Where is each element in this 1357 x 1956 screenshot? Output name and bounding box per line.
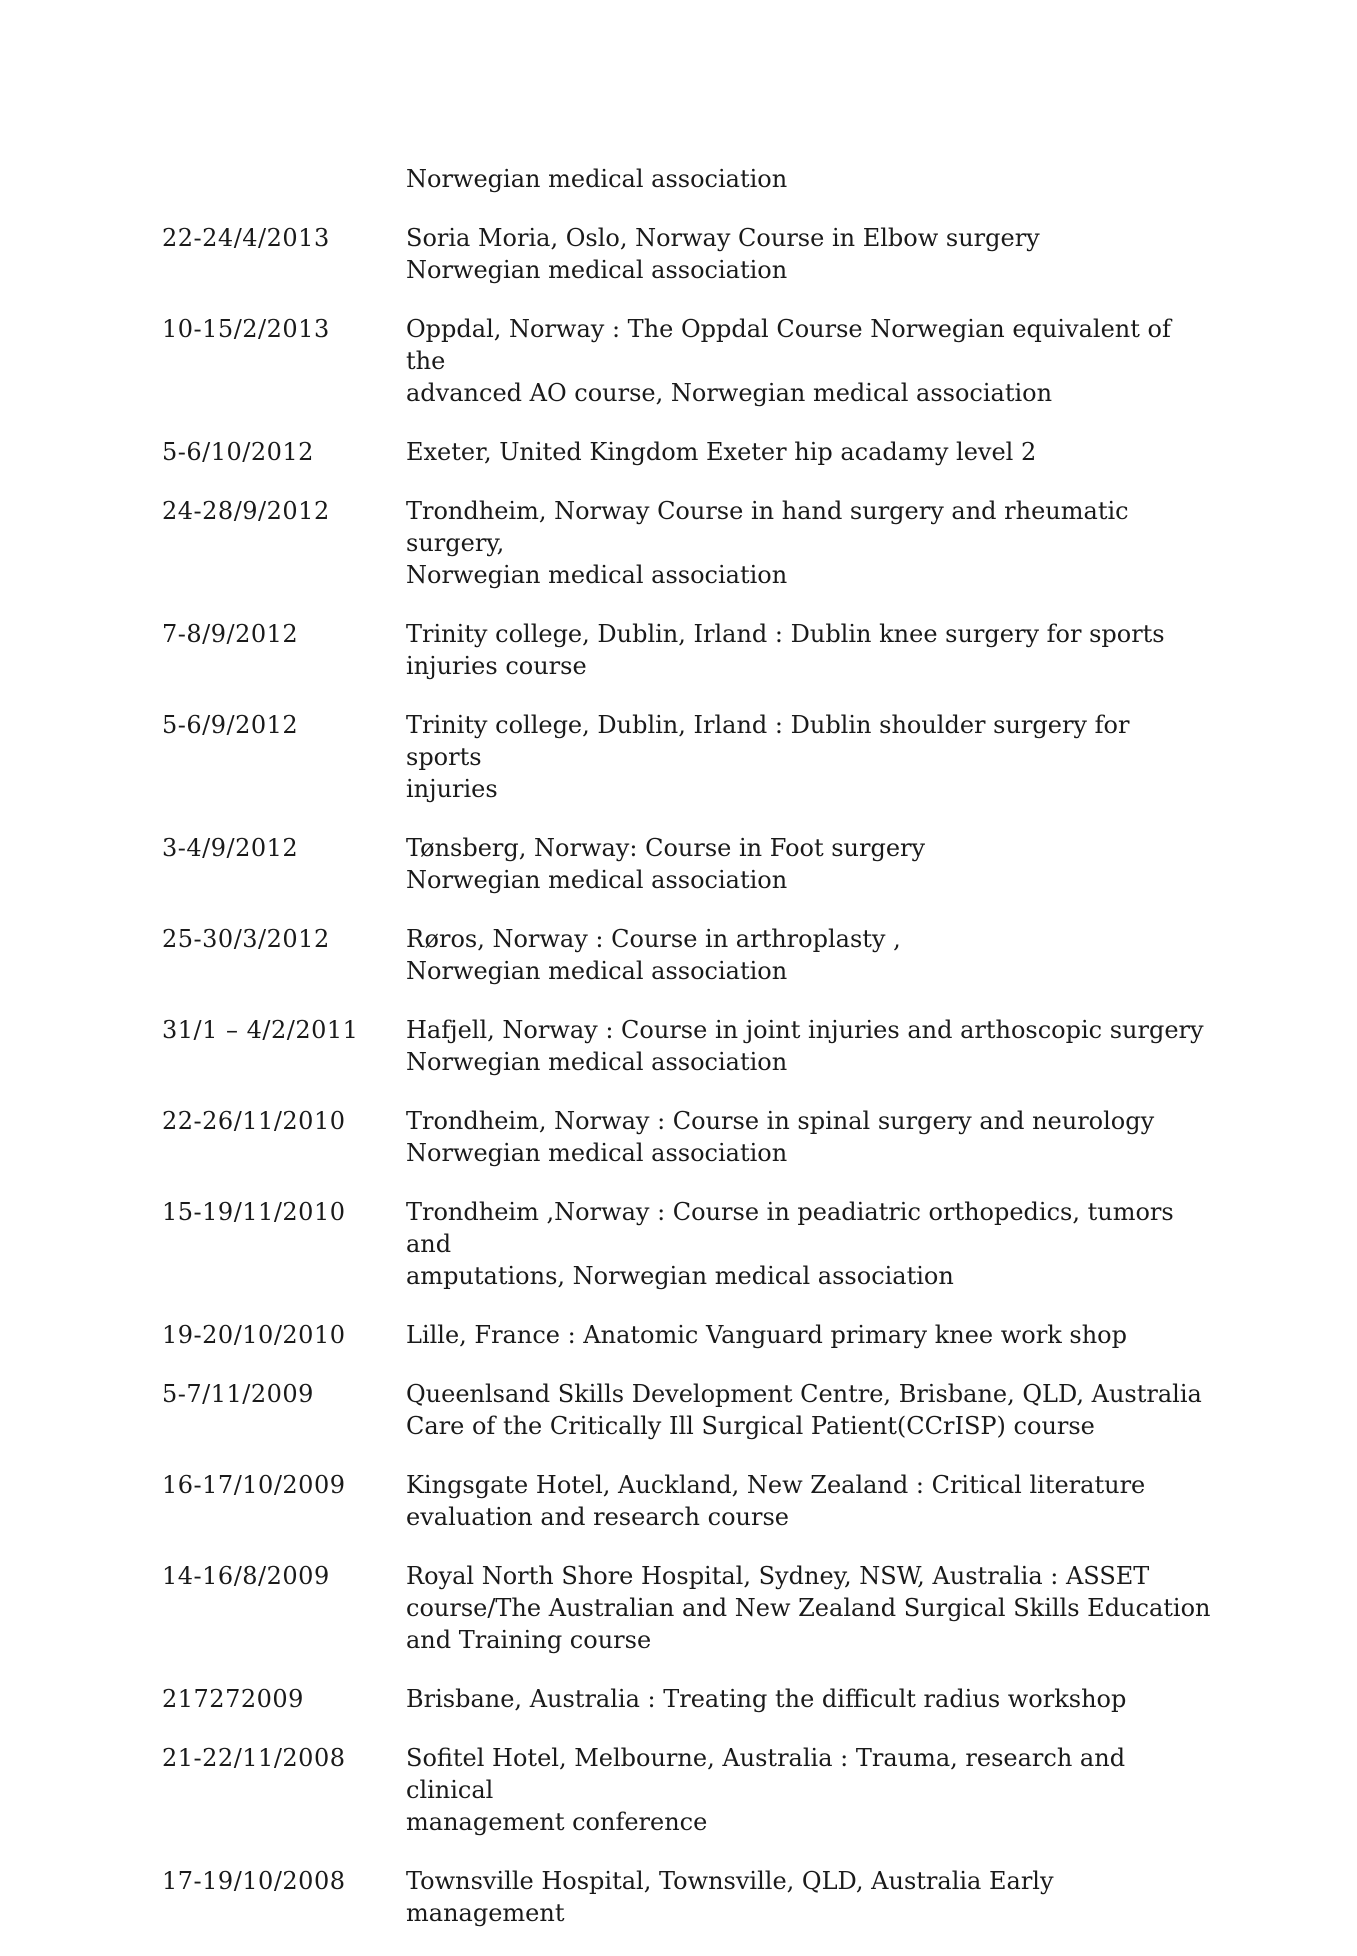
course-entry — [162, 313, 1212, 409]
continuation-line: Norwegian medical association — [406, 165, 788, 193]
course-entry — [162, 709, 1212, 805]
course-date: 5-6/10/2012 — [162, 438, 314, 466]
course-entry — [162, 832, 1212, 896]
course-description: Tønsberg, Norway: Course in Foot surgery Norwegian medical association — [406, 834, 926, 894]
course-entry — [162, 436, 1212, 468]
course-date: 22-26/11/2010 — [162, 1107, 346, 1135]
course-entry — [162, 1469, 1212, 1533]
course-date: 16-17/10/2009 — [162, 1471, 346, 1499]
course-description: Oppdal, Norway : The Oppdal Course Norwegian equivalent of the advanced AO course, Norwegian medical association — [406, 315, 1171, 407]
course-description: Røros, Norway : Course in arthroplasty , Norwegian medical association — [406, 925, 901, 985]
course-description: Sofitel Hotel, Melbourne, Australia : Trauma, research and clinical management conference — [406, 1744, 1126, 1836]
course-entry — [162, 1683, 1212, 1715]
course-date: 22-24/4/2013 — [162, 224, 330, 252]
course-entry — [162, 1196, 1212, 1292]
course-entry — [162, 495, 1212, 591]
course-entry — [162, 618, 1212, 682]
course-date: 17-19/10/2008 — [162, 1867, 346, 1895]
course-description: Royal North Shore Hospital, Sydney, NSW, Australia : ASSET course/The Australian and New Zealand Surgical Skills Education and Training course — [406, 1562, 1211, 1654]
course-description: Trondheim, Norway Course in hand surgery and rheumatic surgery, Norwegian medical association — [406, 497, 1129, 589]
course-entry — [162, 222, 1212, 286]
course-date: 24-28/9/2012 — [162, 497, 330, 525]
course-entry — [162, 1319, 1212, 1351]
course-description: Exeter, United Kingdom Exeter hip acadamy level 2 — [406, 438, 1037, 466]
course-list — [162, 222, 1212, 1929]
course-date: 31/1 – 4/2/2011 — [162, 1016, 359, 1044]
course-date: 25-30/3/2012 — [162, 925, 330, 953]
course-description: Townsville Hospital, Townsville, QLD, Australia Early management — [406, 1867, 1054, 1927]
course-entry — [162, 1742, 1212, 1838]
course-description: Brisbane, Australia : Treating the difficult radius workshop — [406, 1685, 1127, 1713]
course-entry — [162, 1560, 1212, 1656]
course-description: Trondheim ,Norway : Course in peadiatric orthopedics, tumors and amputations, Norwegian medical association — [406, 1198, 1174, 1290]
course-date: 21-22/11/2008 — [162, 1744, 346, 1772]
course-description: Hafjell, Norway : Course in joint injuries and arthoscopic surgery Norwegian medical association — [406, 1016, 1204, 1076]
course-description: Trinity college, Dublin, Irland : Dublin knee surgery for sports injuries course — [406, 620, 1165, 680]
course-description: Trondheim, Norway : Course in spinal surgery and neurology Norwegian medical association — [406, 1107, 1155, 1167]
course-date: 15-19/11/2010 — [162, 1198, 346, 1226]
course-description: Trinity college, Dublin, Irland : Dublin shoulder surgery for sports injuries — [406, 711, 1130, 803]
course-date: 217272009 — [162, 1685, 304, 1713]
course-date: 7-8/9/2012 — [162, 620, 299, 648]
course-description: Soria Moria, Oslo, Norway Course in Elbow surgery Norwegian medical association — [406, 224, 1040, 284]
course-date: 14-16/8/2009 — [162, 1562, 330, 1590]
course-description: Lille, France : Anatomic Vanguard primary knee work shop — [406, 1321, 1127, 1349]
course-date: 5-6/9/2012 — [162, 711, 299, 739]
course-entry — [162, 1865, 1212, 1929]
course-entry — [162, 923, 1212, 987]
course-description: Kingsgate Hotel, Auckland, New Zealand : Critical literature evaluation and research course — [406, 1471, 1146, 1531]
course-date: 5-7/11/2009 — [162, 1380, 314, 1408]
course-date: 19-20/10/2010 — [162, 1321, 346, 1349]
course-entry — [162, 1014, 1212, 1078]
course-date: 10-15/2/2013 — [162, 315, 330, 343]
course-date: 3-4/9/2012 — [162, 834, 299, 862]
course-description: Queenlsand Skills Development Centre, Brisbane, QLD, Australia Care of the Critically Ill Surgical Patient(CCrISP) course — [406, 1380, 1202, 1440]
course-entry — [162, 1378, 1212, 1442]
course-history — [162, 163, 1212, 1956]
course-entry — [162, 1105, 1212, 1169]
